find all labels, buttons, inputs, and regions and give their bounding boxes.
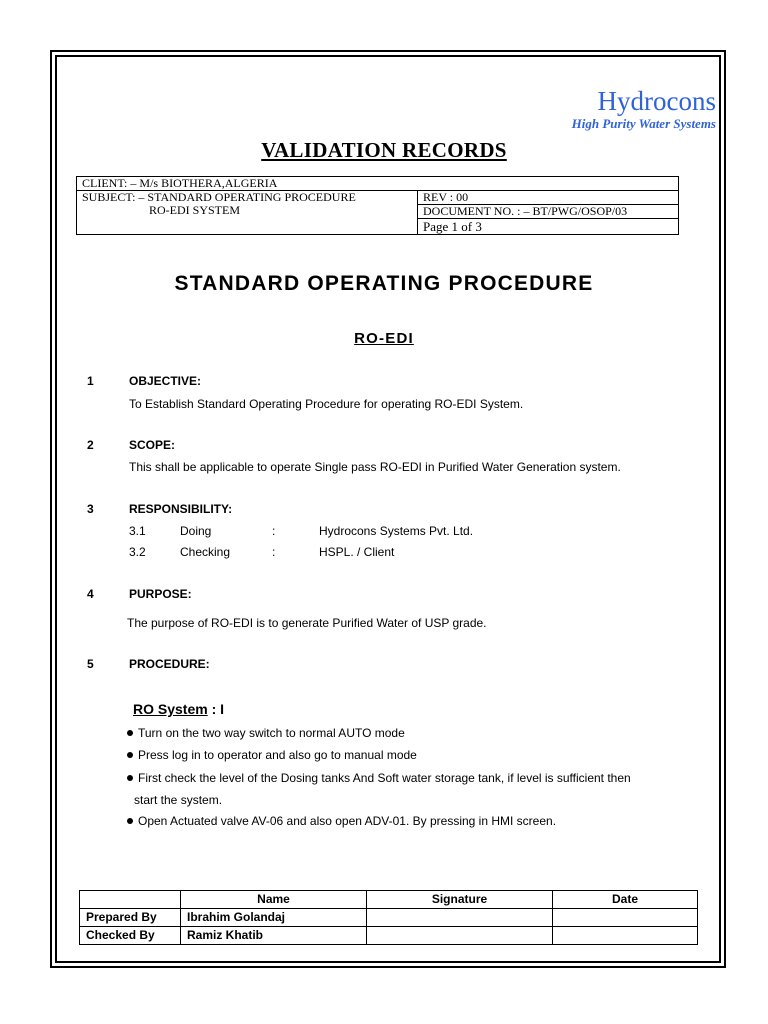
rev-cell: REV : 00 bbox=[418, 191, 679, 205]
responsibility-row-role: Checking bbox=[180, 545, 231, 559]
bullet-icon bbox=[127, 752, 133, 758]
procedure-step bbox=[127, 814, 556, 828]
subject-line-2: RO-EDI SYSTEM bbox=[149, 203, 241, 217]
section-number-objective: 1 bbox=[87, 374, 94, 388]
record-title: VALIDATION RECORDS bbox=[261, 138, 507, 162]
responsibility-row-role: Doing bbox=[180, 524, 212, 538]
client-cell: CLIENT: – M/s BIOTHERA,ALGERIA bbox=[77, 177, 679, 191]
objective-text: To Establish Standard Operating Procedure for operating RO-EDI System. bbox=[129, 397, 524, 411]
prepared-by-name: Ibrahim Golandaj bbox=[181, 909, 367, 927]
section-number-scope: 2 bbox=[87, 438, 94, 452]
document-number-cell: DOCUMENT NO. : – BT/PWG/OSOP/03 bbox=[418, 205, 679, 219]
company-logo bbox=[572, 86, 716, 132]
ro-system-suffix: : I bbox=[211, 701, 225, 717]
sub-title: RO-EDI bbox=[354, 330, 414, 347]
responsibility-row-num: 3.2 bbox=[129, 545, 146, 559]
procedure-step bbox=[127, 748, 417, 762]
procedure-step-text: Press log in to operator and also go to manual mode bbox=[138, 748, 417, 762]
responsibility-row-num: 3.1 bbox=[129, 524, 146, 538]
checked-by-signature bbox=[367, 927, 553, 945]
checked-by-name: Ramiz Khatib bbox=[181, 927, 367, 945]
bullet-icon bbox=[127, 730, 133, 736]
approval-header-blank bbox=[80, 891, 181, 909]
ro-system-label: RO System bbox=[133, 701, 208, 717]
checked-by-date bbox=[553, 927, 698, 945]
subject-cell bbox=[77, 191, 418, 235]
bullet-icon bbox=[127, 818, 133, 824]
responsibility-row-party: HSPL. / Client bbox=[319, 545, 395, 559]
section-heading-scope: SCOPE: bbox=[129, 438, 176, 452]
purpose-text: The purpose of RO-EDI is to generate Purified Water of USP grade. bbox=[127, 616, 487, 630]
section-heading-objective: OBJECTIVE: bbox=[129, 374, 202, 388]
document-header-table bbox=[76, 176, 679, 235]
section-heading-procedure: PROCEDURE: bbox=[129, 657, 210, 671]
approval-header-name: Name bbox=[181, 891, 367, 909]
procedure-step bbox=[127, 726, 405, 740]
section-number-purpose: 4 bbox=[87, 587, 94, 601]
procedure-step-text: Turn on the two way switch to normal AUTO mode bbox=[138, 726, 405, 740]
section-number-responsibility: 3 bbox=[87, 502, 94, 516]
page-number-cell: Page 1 of 3 bbox=[418, 219, 679, 235]
section-heading-purpose: PURPOSE: bbox=[129, 587, 192, 601]
subject-line-1: SUBJECT: – STANDARD OPERATING PROCEDURE bbox=[82, 190, 356, 204]
approval-header-signature: Signature bbox=[367, 891, 553, 909]
responsibility-row-party: Hydrocons Systems Pvt. Ltd. bbox=[319, 524, 474, 538]
prepared-by-signature bbox=[367, 909, 553, 927]
responsibility-row-separator: : bbox=[272, 545, 276, 559]
section-heading-responsibility: RESPONSIBILITY: bbox=[129, 502, 233, 516]
prepared-by-date bbox=[553, 909, 698, 927]
procedure-subheading bbox=[133, 701, 224, 717]
procedure-step-text: First check the level of the Dosing tanks And Soft water storage tank, if level is sufficient then bbox=[138, 771, 631, 785]
company-name: Hydrocons bbox=[597, 86, 716, 116]
procedure-step bbox=[127, 771, 631, 785]
approval-table bbox=[79, 890, 698, 945]
procedure-step-continuation: start the system. bbox=[134, 793, 223, 807]
approval-header-date: Date bbox=[553, 891, 698, 909]
responsibility-row-separator: : bbox=[272, 524, 276, 538]
section-number-procedure: 5 bbox=[87, 657, 94, 671]
procedure-step-text: Open Actuated valve AV-06 and also open ADV-01. By pressing in HMI screen. bbox=[138, 814, 557, 828]
bullet-icon bbox=[127, 775, 133, 781]
main-title: STANDARD OPERATING PROCEDURE bbox=[174, 272, 594, 295]
checked-by-label: Checked By bbox=[80, 927, 181, 945]
company-tagline: High Purity Water Systems bbox=[571, 116, 716, 131]
prepared-by-label: Prepared By bbox=[80, 909, 181, 927]
scope-text: This shall be applicable to operate Single pass RO-EDI in Purified Water Generation system. bbox=[129, 460, 621, 474]
